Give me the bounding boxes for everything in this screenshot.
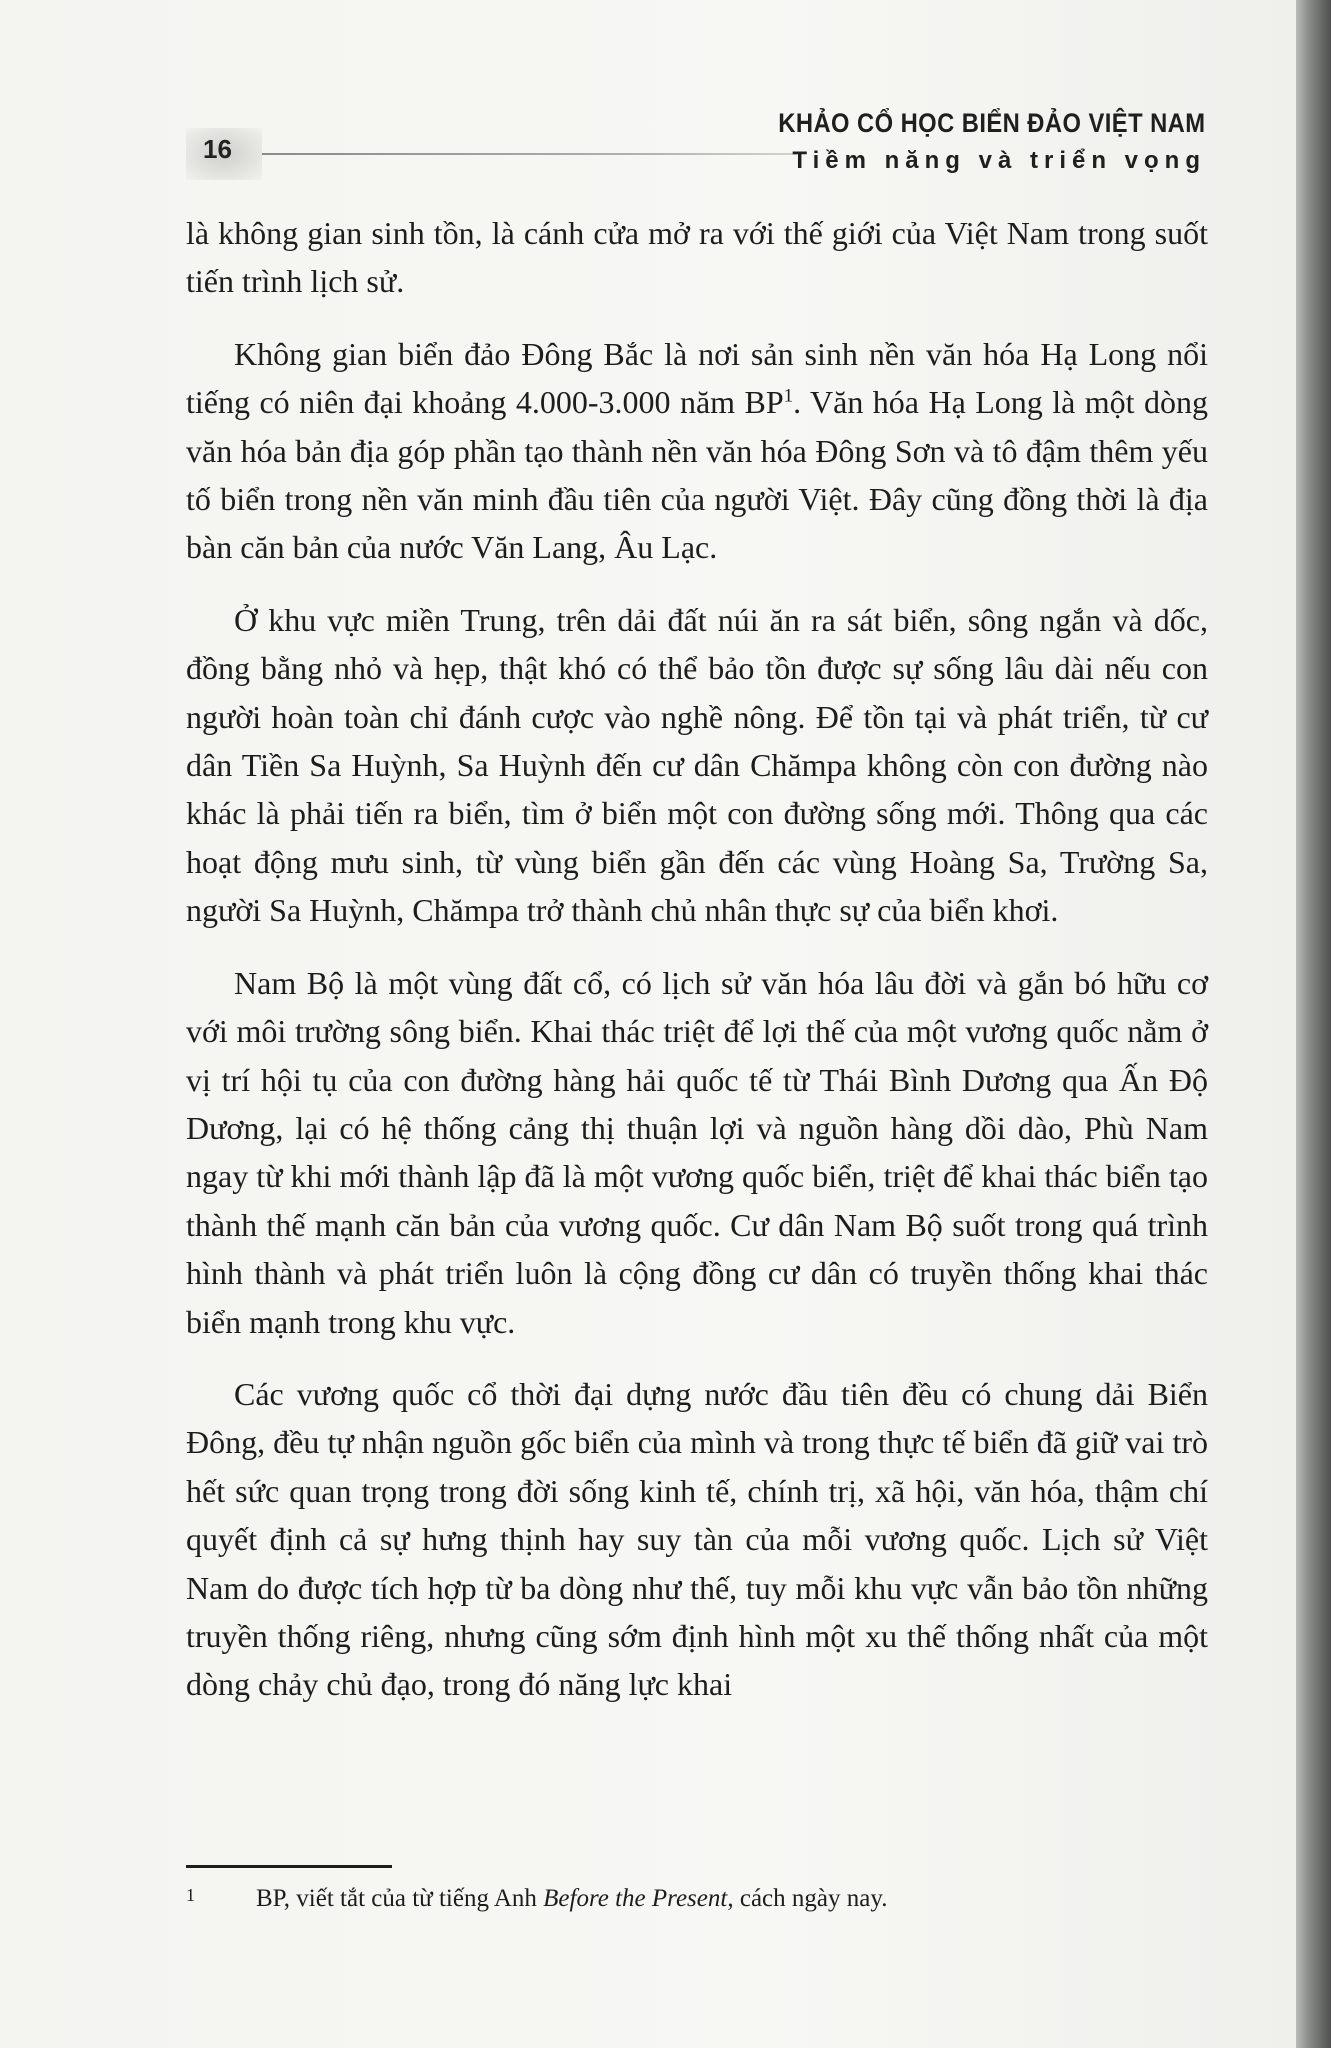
header-rule	[262, 153, 797, 155]
footnote-text-1: BP, viết tắt của từ tiếng Anh	[256, 1885, 544, 1912]
page-number: 16	[203, 134, 232, 164]
paragraph-4: Nam Bộ là một vùng đất cổ, có lịch sử văn hóa lâu đời và gắn bó hữu cơ với môi trường sông biển. Khai thác triệt để lợi thế của một vương quốc nằm ở vị trí hội tụ của con đường hàng hải quốc tế từ Thái Bình Dương qua Ấn Độ Dương, lại có hệ thống cảng thị thuận lợi và nguồn hàng dồi dào, Phù Nam ngay từ khi mới thành lập đã là một vương quốc biển, triệt để khai thác biển tạo thành thế mạnh căn bản của vương quốc. Cư dân Nam Bộ suốt trong quá trình hình thành và phát triển luôn là cộng đồng cư dân có truyền thống khai thác biển mạnh trong khu vực.	[186, 964, 1208, 1340]
footnote-text-2: , cách ngày nay.	[727, 1885, 888, 1912]
running-title: KHẢO CỔ HỌC BIỂN ĐẢO VIỆT NAM	[778, 108, 1206, 138]
footnote-mark: 1	[186, 1885, 195, 1905]
paragraph-2	[186, 330, 1208, 572]
paragraph-1: là không gian sinh tồn, là cánh cửa mở ra với thế giới của Việt Nam trong suốt tiến trình lịch sử.	[186, 215, 1208, 300]
footnote-separator	[186, 1865, 392, 1868]
footnote-reference[interactable]: 1	[783, 385, 794, 407]
page-header	[0, 0, 1296, 200]
paragraph-2-part-1: Không gian biển đảo Đông Bắc là nơi sản sinh nền văn hóa Hạ Long nổi tiếng có niên đại khoảng 4.000-3.000 năm BP	[186, 335, 1208, 421]
paragraph-3: Ở khu vực miền Trung, trên dải đất núi ăn ra sát biển, sông ngắn và dốc, đồng bằng nhỏ và hẹp, thật khó có thể bảo tồn được sự sống lâu dài nếu con người hoàn toàn chỉ đánh cược vào nghề nông. Để tồn tại và phát triển, từ cư dân Tiền Sa Huỳnh, Sa Huỳnh đến cư dân Chămpa không còn con đường nào khác là phải tiến ra biển, tìm ở biển một con đường sống mới. Thông qua các hoạt động mưu sinh, từ vùng biển gần đến các vùng Hoàng Sa, Trường Sa, người Sa Huỳnh, Chămpa trở thành chủ nhân thực sự của biển khơi.	[186, 601, 1208, 929]
running-subtitle: Tiềm năng và triển vọng	[792, 147, 1206, 174]
paragraph-5: Các vương quốc cổ thời đại dựng nước đầu tiên đều có chung dải Biển Đông, đều tự nhận nguồn gốc biển của mình và trong thực tế biển đã giữ vai trò hết sức quan trọng trong đời sống kinh tế, chính trị, xã hội, văn hóa, thậm chí quyết định cả sự hưng thịnh hay suy tàn của mỗi vương quốc. Lịch sử Việt Nam do được tích hợp từ ba dòng như thế, tuy mỗi khu vực vẫn bảo tồn những truyền thống riêng, nhưng cũng sớm định hình một xu thế thống nhất của một dòng chảy chủ đạo, trong đó năng lực khai	[186, 1375, 1208, 1703]
page-edge-shadow	[1296, 0, 1331, 2048]
paragraph-2-part-2: . Văn hóa Hạ Long là một dòng văn hóa bản địa góp phần tạo thành nền văn hóa Đông Sơn và tô đậm thêm yếu tố biển trong nền văn minh đầu tiên của người Việt. Đây cũng đồng thời là địa bàn căn bản của nước Văn Lang, Âu Lạc.	[186, 384, 1209, 566]
main-text	[186, 209, 1208, 1733]
footnote-text-italic: Before the Present	[543, 1885, 728, 1912]
footnote	[186, 1882, 1208, 1916]
